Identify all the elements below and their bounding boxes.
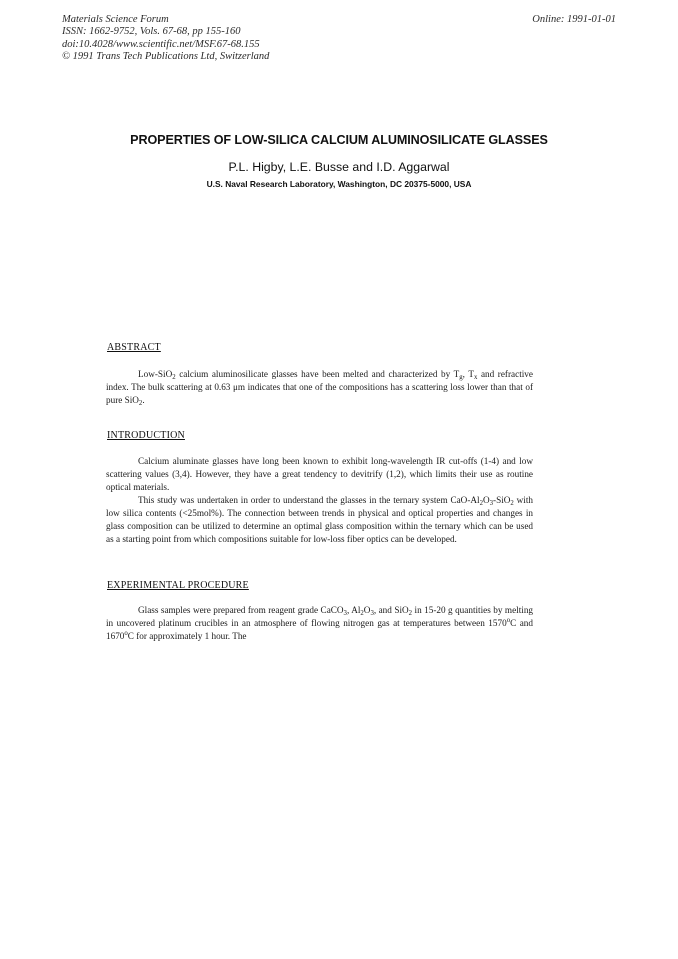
issn-line: ISSN: 1662-9752, Vols. 67-68, pp 155-160 — [62, 26, 241, 38]
journal-metadata — [62, 14, 422, 64]
introduction-paragraph-1: Calcium aluminate glasses have long been known to exhibit long-wavelength IR cut-offs (1-4) and low scattering values (3,4). However, they have a great tendency to devitrify (1,2), which limits their use as routine optical materials. — [106, 456, 533, 492]
copyright-line: © 1991 Trans Tech Publications Ltd, Switzerland — [62, 51, 270, 63]
online-date: Online: 1991-01-01 — [532, 14, 616, 25]
abstract-body — [106, 368, 533, 407]
paper-title: PROPERTIES OF LOW-SILICA CALCIUM ALUMINOSILICATE GLASSES — [130, 133, 548, 147]
experimental-paragraph: Glass samples were prepared from reagent grade CaCO$_3$, $Al_2O_3$, and SiO$_2$ in 15-20 g quantities by melting in uncovered platinum crucibles in an atmosphere of flowing nitrogen gas at temperatures between 1570$^o$C and 1670$^o$C for approximately 1 hour. The — [106, 605, 534, 641]
introduction-heading: INTRODUCTION — [107, 430, 185, 441]
doi-line: doi:10.4028/www.scientific.net/MSF.67-68.155 — [62, 38, 260, 50]
author-affiliation: U.S. Naval Research Laboratory, Washington, DC 20375-5000, USA — [206, 179, 472, 189]
experimental-body — [106, 604, 533, 643]
introduction-paragraph-2: This study was undertaken in order to understand the glasses in the ternary system CaO-$Al_2O_3-SiO_2$ with low silica contents (<25mol%). The connection between trends in physical and optical properties and changes in glass composition can be utilized to determine an optimal glass composition within the ternary which can be used as a starting point from which compositions suitable for low-loss fiber optics can be developed. — [106, 495, 533, 544]
introduction-body — [106, 455, 533, 546]
journal-name: Materials Science Forum — [62, 14, 169, 25]
author-list: P.L. Higby, L.E. Busse and I.D. Aggarwal — [228, 160, 450, 174]
abstract-paragraph: Low-SiO$_2$ calcium aluminosilicate glasses have been melted and characterized by $T_g$, $T_x$ and refractive index. The bulk scattering at 0.63 μm indicates that one of the compositions has a scattering loss lower than that of pure SiO$_2$. — [106, 369, 533, 407]
abstract-heading: ABSTRACT — [107, 342, 161, 353]
experimental-heading: EXPERIMENTAL PROCEDURE — [107, 580, 249, 591]
